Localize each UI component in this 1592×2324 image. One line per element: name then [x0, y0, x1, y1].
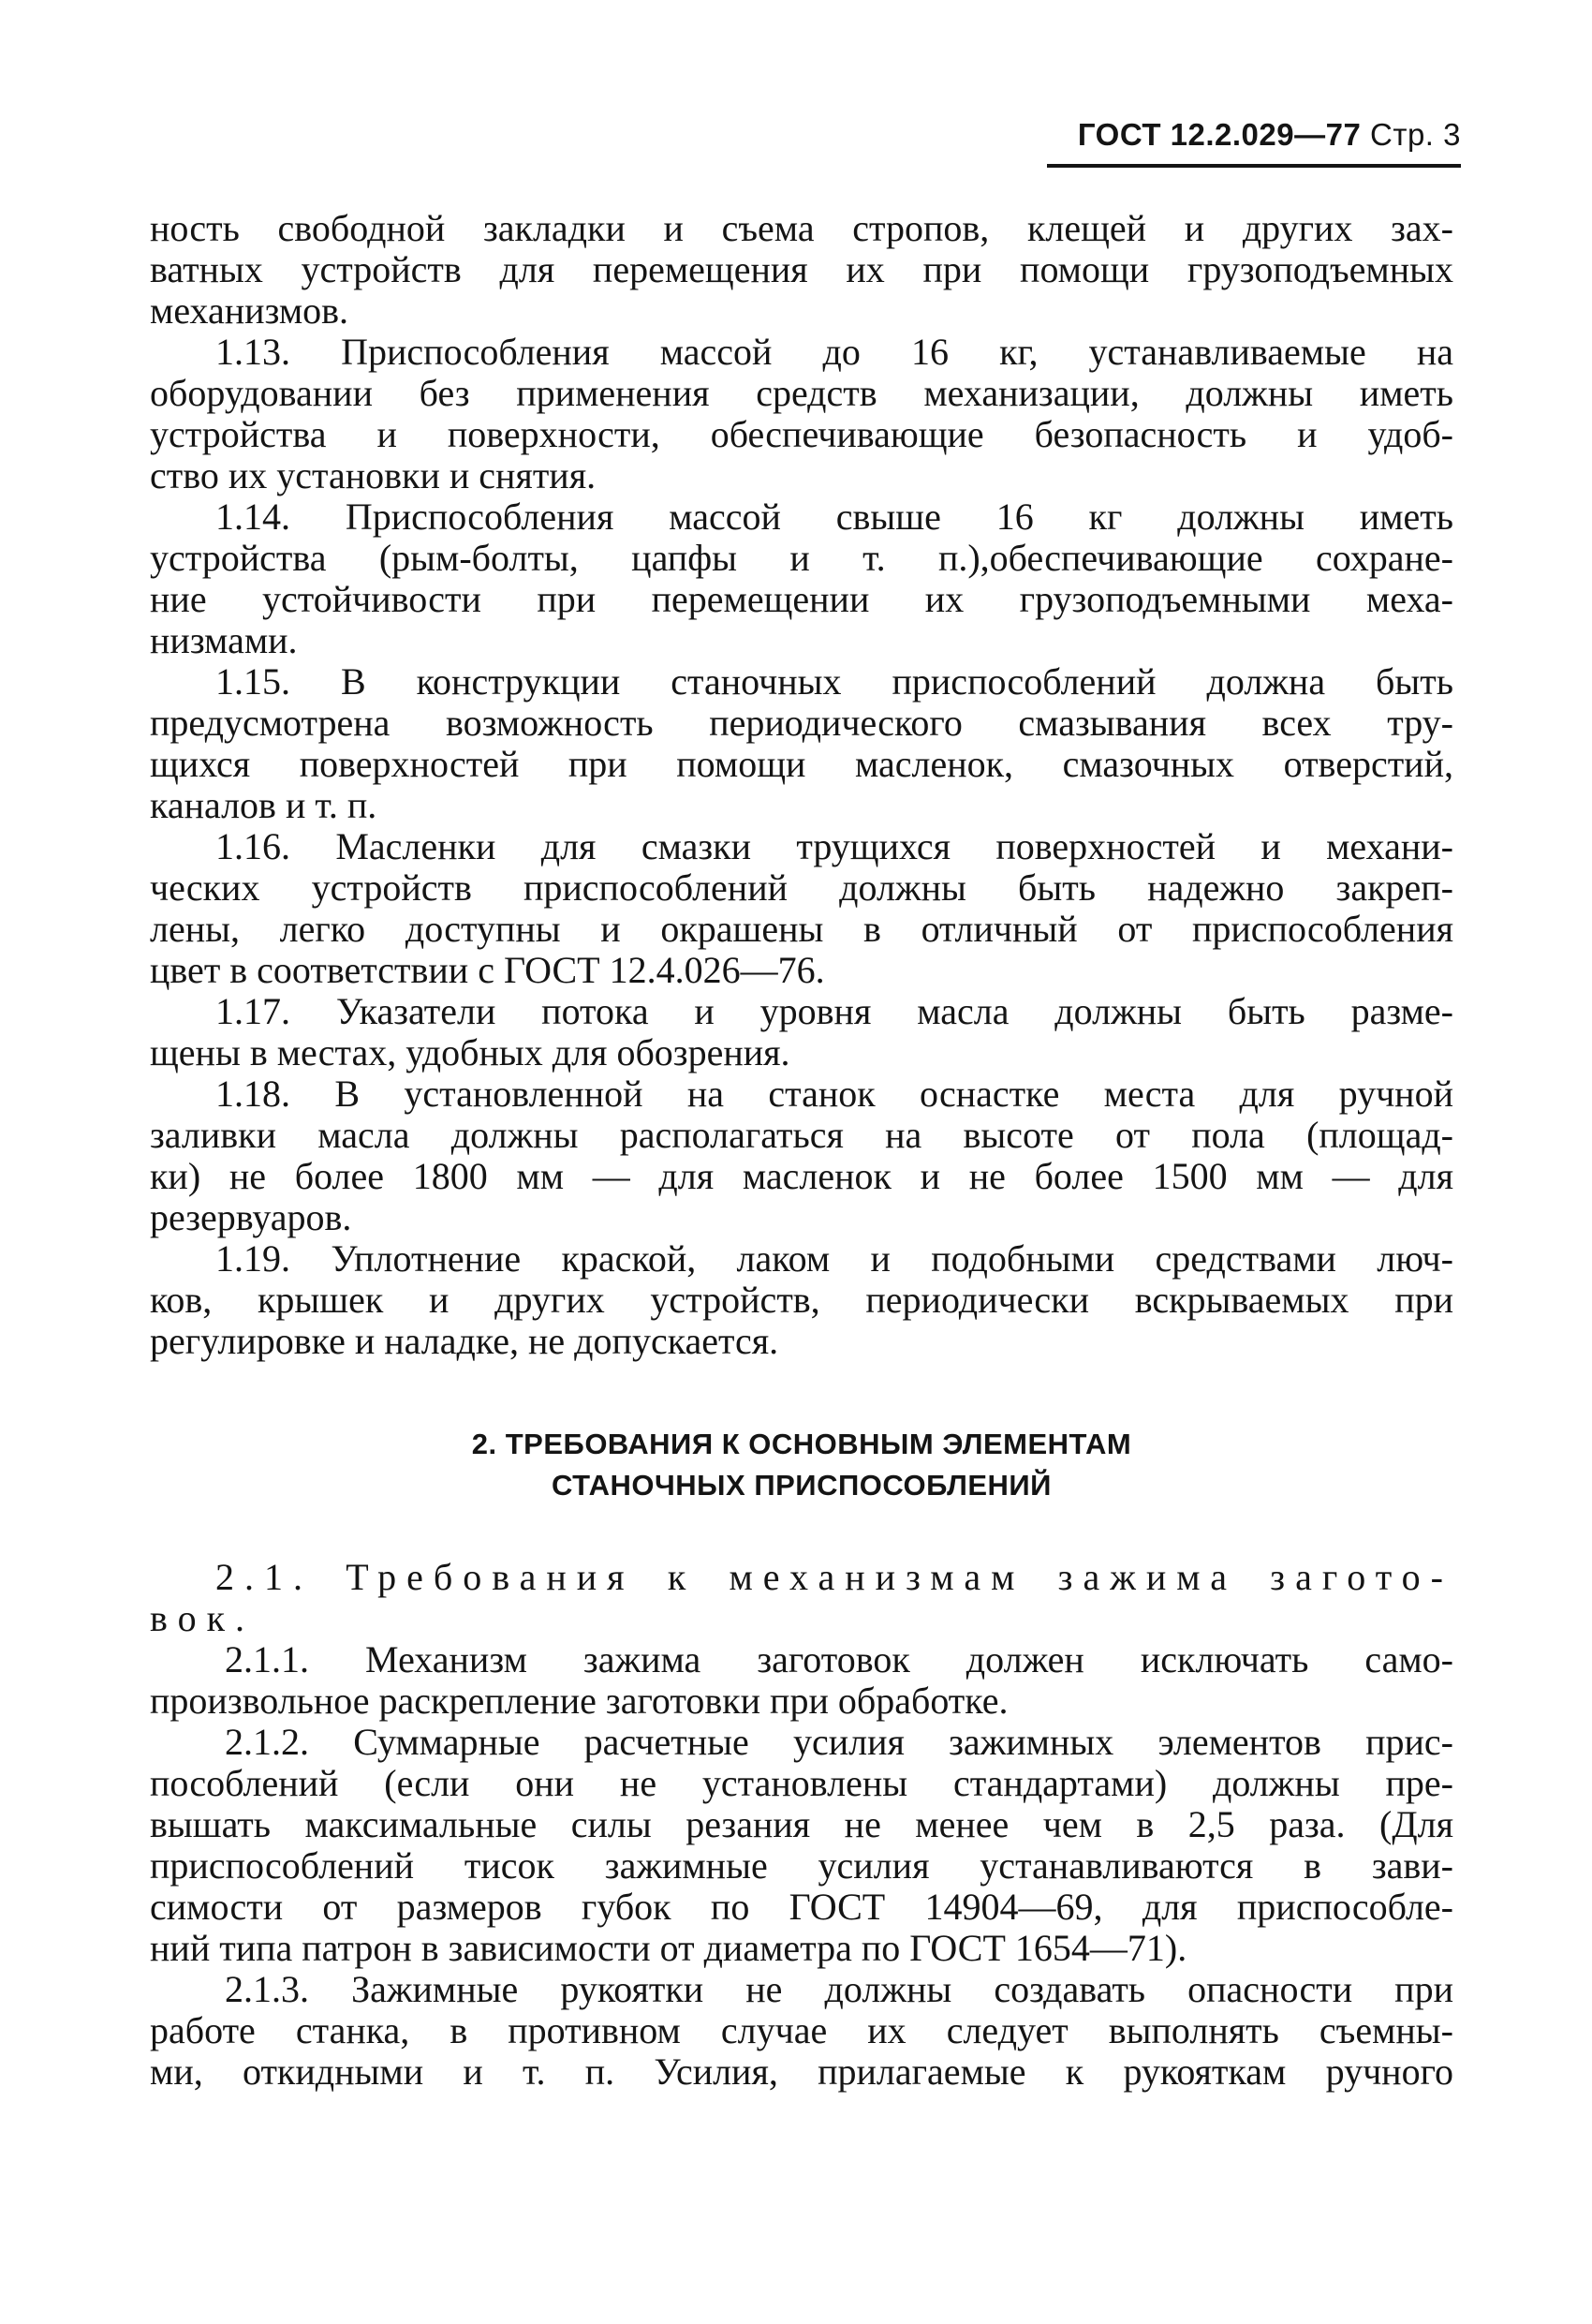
text-line: регулировке и наладке, не допускается. — [150, 1320, 779, 1362]
text-line: ватных устройств для перемещения их при помощи грузоподъемных — [150, 248, 1453, 290]
text-line: 2.1. Требования к механизмам зажима загото- — [215, 1556, 1453, 1598]
text-line: работе станка, в противном случае их следует выполнять съемны- — [150, 2009, 1453, 2051]
text-block-1 — [150, 208, 1453, 1362]
header-rule — [1047, 164, 1461, 168]
text-line: заливки масла должны располагаться на высоте от пола (площад- — [150, 1114, 1453, 1156]
text-line: 1.19. Уплотнение краской, лаком и подобными средствами люч- — [215, 1237, 1453, 1280]
text-line: предусмотрена возможность периодического смазывания всех тру- — [150, 702, 1453, 744]
text-line: 2.1.3. Зажимные рукоятки не должны создавать опасности при — [225, 1968, 1453, 2010]
standard-code: ГОСТ 12.2.029—77 — [1077, 117, 1362, 152]
text-line: 2.1.1. Механизм зажима заготовок должен исключать само- — [225, 1638, 1453, 1680]
header-text — [1011, 117, 1461, 153]
text-line: приспособлений тисок зажимные усилия устанавливаются в зави- — [150, 1844, 1453, 1887]
page-number: Стр. 3 — [1370, 117, 1461, 152]
text-line: ки) не более 1800 мм — для масленок и не более 1500 мм — для — [150, 1155, 1453, 1197]
section-heading-line-2: СТАНОЧНЫХ ПРИСПОСОБЛЕНИЙ — [552, 1469, 1052, 1502]
text-line: ков, крышек и других устройств, периодически вскрываемых при — [150, 1279, 1453, 1321]
text-line: ний типа патрон в зависимости от диаметра по ГОСТ 1654—71). — [150, 1927, 1187, 1969]
text-line: 1.16. Масленки для смазки трущихся поверхностей и механи- — [215, 825, 1453, 867]
text-line: пособлений (если они не установлены стандартами) должны пре- — [150, 1762, 1453, 1804]
section-heading — [150, 1424, 1453, 1506]
text-line: симости от размеров губок по ГОСТ 14904—69, для приспособле- — [150, 1886, 1453, 1928]
text-line: 1.13. Приспособления массой до 16 кг, устанавливаемые на — [215, 331, 1453, 373]
text-line: цвет в соответствии с ГОСТ 12.4.026—76. — [150, 949, 825, 991]
text-line: ми, откидными и т. п. Усилия, прилагаемые к рукояткам ручного — [150, 2050, 1453, 2093]
text-line: щены в местах, удобных для обозрения. — [150, 1031, 790, 1073]
text-line: 2.1.2. Суммарные расчетные усилия зажимных элементов прис- — [225, 1721, 1453, 1763]
text-line: произвольное раскрепление заготовки при обработке. — [150, 1680, 1009, 1722]
text-line: механизмов. — [150, 289, 349, 332]
page-header — [1011, 117, 1461, 153]
text-line: каналов и т. п. — [150, 784, 377, 826]
text-line: 1.17. Указатели потока и уровня масла должны быть разме- — [215, 990, 1453, 1032]
text-line: ние устойчивости при перемещении их грузоподъемными меха- — [150, 578, 1453, 620]
text-line: оборудовании без применения средств механизации, должны иметь — [150, 372, 1453, 414]
text-line: ство их установки и снятия. — [150, 454, 597, 496]
text-line: вышать максимальные силы резания не менее чем в 2,5 раза. (Для — [150, 1803, 1453, 1845]
text-line: устройства и поверхности, обеспечивающие безопасность и удоб- — [150, 413, 1453, 455]
text-line: вок. — [150, 1597, 256, 1639]
text-line: 1.18. В установленной на станок оснастке места для ручной — [215, 1073, 1453, 1115]
text-line: резервуаров. — [150, 1196, 352, 1238]
text-line: ческих устройств приспособлений должны быть надежно закреп- — [150, 866, 1453, 909]
text-line: ность свободной закладки и съема стропов, клещей и других зах- — [150, 207, 1453, 249]
text-line: 1.14. Приспособления массой свыше 16 кг должны иметь — [215, 496, 1453, 538]
text-block-2 — [150, 1557, 1453, 2093]
text-line: щихся поверхностей при помощи масленок, смазочных отверстий, — [150, 743, 1453, 785]
text-line: 1.15. В конструкции станочных приспособлений должна быть — [215, 660, 1453, 703]
text-line: низмами. — [150, 619, 298, 661]
text-line: лены, легко доступны и окрашены в отличный от приспособления — [150, 908, 1453, 950]
section-heading-line-1: 2. ТРЕБОВАНИЯ К ОСНОВНЫМ ЭЛЕМЕНТАМ — [471, 1428, 1132, 1460]
text-line: устройства (рым-болты, цапфы и т. п.),обеспечивающие сохране- — [150, 537, 1453, 579]
